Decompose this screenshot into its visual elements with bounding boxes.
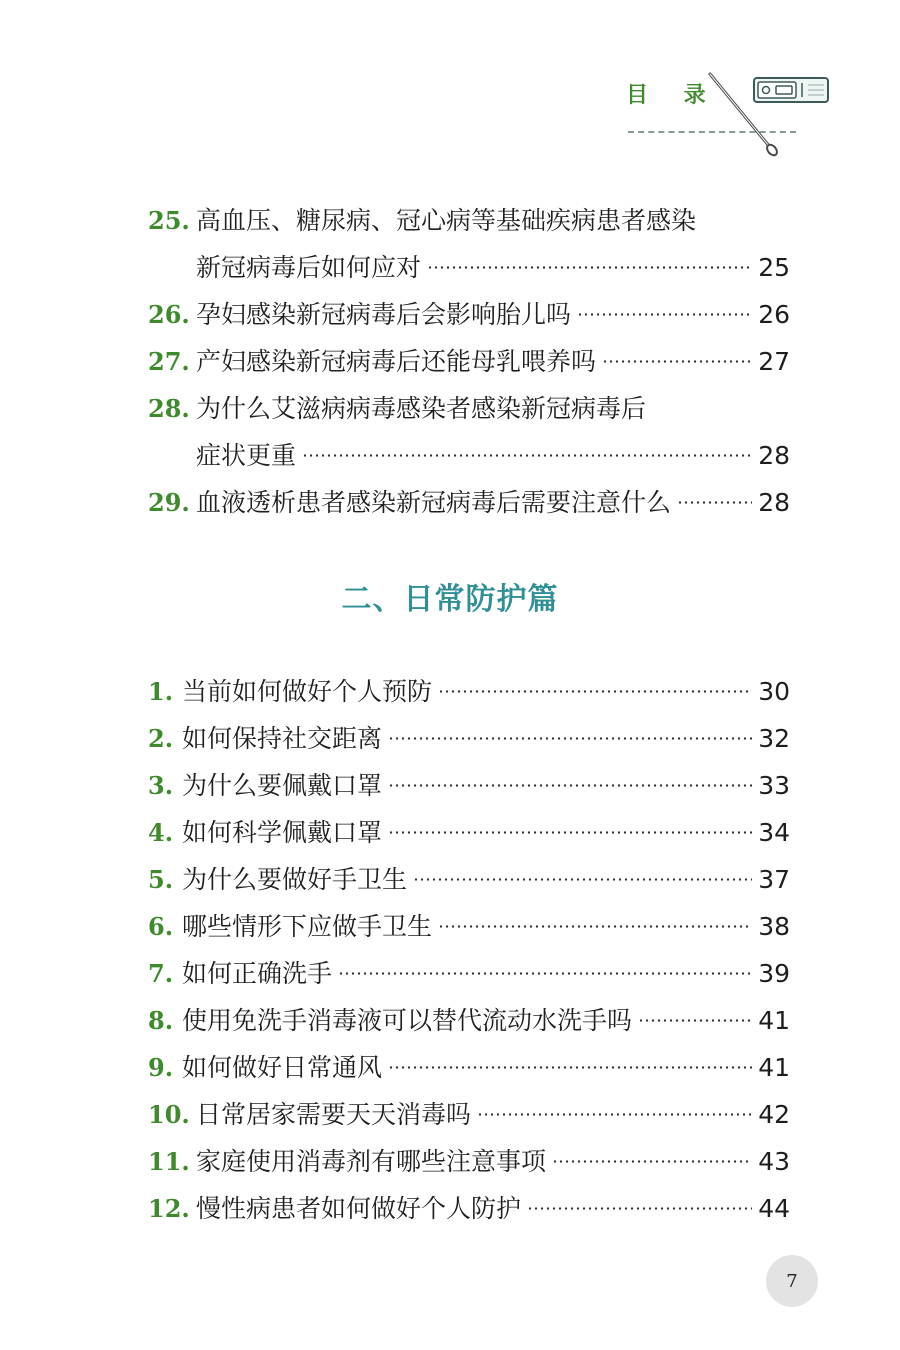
toc-entry-11[interactable] (148, 1138, 790, 1185)
entry-page: 38 (758, 912, 790, 941)
dot-leader (438, 690, 752, 693)
entry-title: 日常居家需要天天消毒吗 (196, 1100, 472, 1129)
entry-number: 2. (148, 724, 174, 753)
section-heading: 二、日常防护篇 (341, 582, 559, 617)
toc-section-1 (148, 197, 790, 526)
entry-page: 34 (758, 818, 790, 847)
swab-test-kit-icon (700, 64, 840, 164)
entry-page: 28 (758, 441, 790, 470)
page-number-badge (766, 1255, 818, 1307)
dot-leader (388, 784, 752, 787)
entry-page: 32 (758, 724, 790, 753)
entry-page: 30 (758, 677, 790, 706)
toc-entry-9[interactable] (148, 1044, 790, 1091)
toc-entry-8[interactable] (148, 997, 790, 1044)
dot-leader (577, 313, 752, 316)
toc-entry-12[interactable] (148, 1185, 790, 1232)
dot-leader (638, 1019, 752, 1022)
entry-number: 28. (148, 394, 190, 423)
dot-leader (527, 1207, 752, 1210)
toc-entry-26[interactable] (148, 291, 790, 338)
toc-entry-28[interactable] (148, 385, 790, 479)
toc-entry-7[interactable] (148, 950, 790, 997)
dot-leader (677, 501, 752, 504)
entry-page: 44 (758, 1194, 790, 1223)
entry-page: 39 (758, 959, 790, 988)
entry-title: 为什么艾滋病病毒感染者感染新冠病毒后 (196, 394, 647, 423)
entry-title: 为什么要佩戴口罩 (182, 771, 383, 800)
entry-number: 5. (148, 865, 174, 894)
entry-title: 如何正确洗手 (182, 959, 333, 988)
entry-number: 1. (148, 677, 174, 706)
entry-number: 25. (148, 206, 190, 235)
entry-number: 29. (148, 488, 190, 517)
entry-page: 43 (758, 1147, 790, 1176)
dot-leader (388, 831, 752, 834)
entry-title: 如何科学佩戴口罩 (182, 818, 383, 847)
entry-title-continued: 新冠病毒后如何应对 (196, 253, 422, 282)
toc-entry-25[interactable] (148, 197, 790, 291)
entry-page: 41 (758, 1006, 790, 1035)
dot-leader (388, 1066, 752, 1069)
entry-number: 8. (148, 1006, 174, 1035)
entry-number: 26. (148, 300, 190, 329)
entry-page: 25 (758, 253, 790, 282)
dot-leader (413, 878, 752, 881)
entry-number: 11. (148, 1147, 190, 1176)
dot-leader (477, 1113, 752, 1116)
entry-number: 12. (148, 1194, 190, 1223)
toc-entry-27[interactable] (148, 338, 790, 385)
dot-leader (438, 925, 752, 928)
entry-title: 慢性病患者如何做好个人防护 (196, 1194, 522, 1223)
dot-leader (602, 360, 752, 363)
entry-title: 孕妇感染新冠病毒后会影响胎儿吗 (196, 300, 572, 329)
entry-number: 3. (148, 771, 174, 800)
entry-title-continued: 症状更重 (196, 441, 297, 470)
entry-title: 为什么要做好手卫生 (182, 865, 408, 894)
entry-page: 26 (758, 300, 790, 329)
entry-title: 高血压、糖尿病、冠心病等基础疾病患者感染 (196, 206, 697, 235)
entry-title: 产妇感染新冠病毒后还能母乳喂养吗 (196, 347, 597, 376)
entry-title: 当前如何做好个人预防 (182, 677, 433, 706)
entry-title: 家庭使用消毒剂有哪些注意事项 (196, 1147, 547, 1176)
entry-page: 27 (758, 347, 790, 376)
entry-page: 42 (758, 1100, 790, 1129)
dot-leader (302, 454, 752, 457)
toc-entry-10[interactable] (148, 1091, 790, 1138)
entry-number: 7. (148, 959, 174, 988)
dot-leader (552, 1160, 752, 1163)
entry-page: 33 (758, 771, 790, 800)
entry-number: 4. (148, 818, 174, 847)
toc-entry-5[interactable] (148, 856, 790, 903)
header-title: 目 录 (626, 83, 720, 108)
toc-entry-6[interactable] (148, 903, 790, 950)
entry-number: 27. (148, 347, 190, 376)
entry-title: 如何做好日常通风 (182, 1053, 383, 1082)
dot-leader (338, 972, 752, 975)
toc-entry-2[interactable] (148, 715, 790, 762)
entry-title: 血液透析患者感染新冠病毒后需要注意什么 (196, 488, 672, 517)
toc-entry-3[interactable] (148, 762, 790, 809)
toc-section-2 (148, 668, 790, 1232)
entry-title: 如何保持社交距离 (182, 724, 383, 753)
entry-number: 6. (148, 912, 174, 941)
dot-leader (427, 266, 752, 269)
entry-number: 9. (148, 1053, 174, 1082)
entry-title: 哪些情形下应做手卫生 (182, 912, 433, 941)
toc-entry-29[interactable] (148, 479, 790, 526)
dot-leader (388, 737, 752, 740)
entry-page: 37 (758, 865, 790, 894)
page-number: 7 (786, 1270, 798, 1292)
entry-page: 28 (758, 488, 790, 517)
entry-title: 使用免洗手消毒液可以替代流动水洗手吗 (182, 1006, 633, 1035)
toc-entry-4[interactable] (148, 809, 790, 856)
entry-page: 41 (758, 1053, 790, 1082)
toc-entry-1[interactable] (148, 668, 790, 715)
entry-number: 10. (148, 1100, 190, 1129)
